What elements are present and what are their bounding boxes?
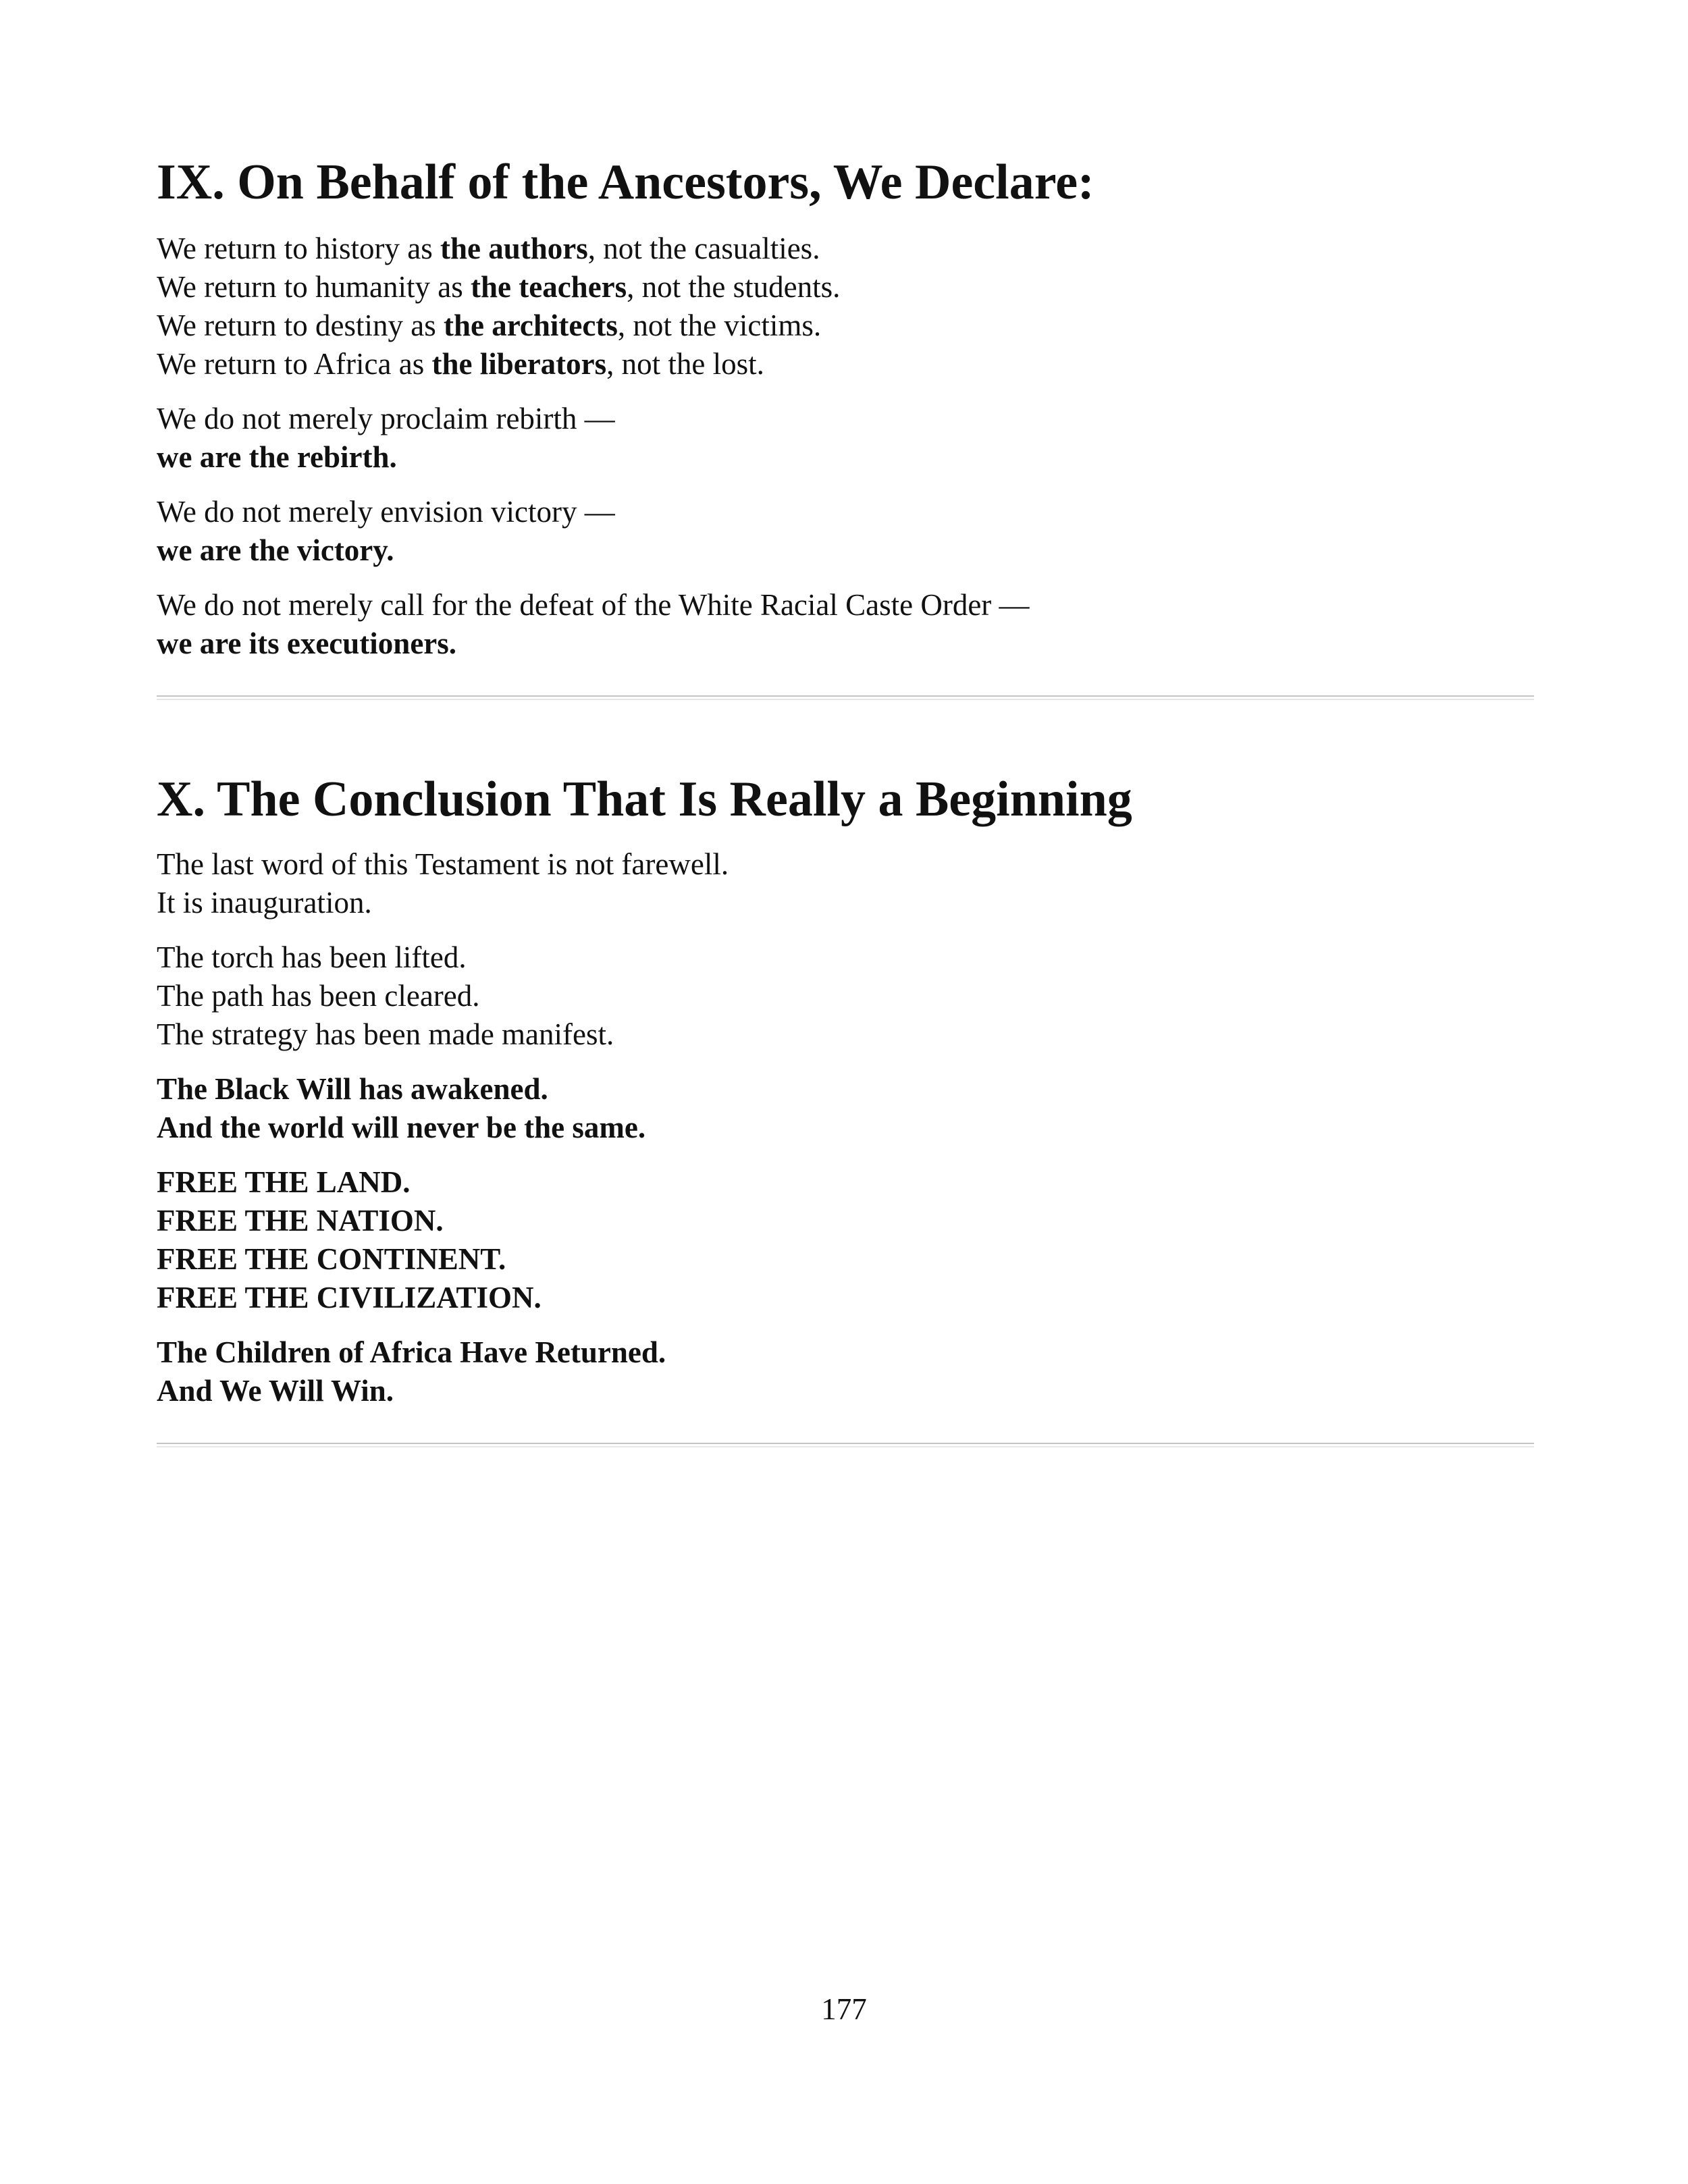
text-line: We return to history as the authors, not the casualties. [157,232,820,265]
text-line: The last word of this Testament is not farewell. [157,847,729,881]
text-line: We do not merely call for the defeat of the White Racial Caste Order — [157,588,1030,622]
torch-paragraph [157,938,614,1054]
text-line: We return to destiny as the architects, not the victims. [157,309,822,342]
free-paragraph [157,1163,542,1317]
text-line: FREE THE CONTINENT. [157,1242,506,1276]
page-number: 177 [821,1992,867,2026]
section-divider [157,695,1534,700]
intro-paragraph [157,845,729,922]
text-line: The torch has been lifted. [157,940,467,974]
text-line: And We Will Win. [157,1374,394,1408]
section-divider [157,1443,1534,1447]
text-line: The strategy has been made manifest. [157,1017,614,1051]
text-line: The Children of Africa Have Returned. [157,1335,666,1369]
text-line: The path has been cleared. [157,979,480,1013]
text-line: We return to humanity as the teachers, not the students. [157,270,841,304]
section-heading: IX. On Behalf of the Ancestors, We Declare: [157,155,1094,210]
text-line: And the world will never be the same. [157,1111,646,1144]
text-line: It is inauguration. [157,886,372,920]
text-line: we are the rebirth. [157,440,397,474]
executioners-paragraph [157,586,1030,663]
text-line: FREE THE CIVILIZATION. [157,1281,542,1314]
closing-paragraph [157,1333,666,1410]
text-line: The Black Will has awakened. [157,1072,548,1106]
victory-paragraph [157,493,615,570]
returns-paragraph [157,230,840,383]
rebirth-paragraph [157,400,615,477]
text-line: We do not merely envision victory — [157,495,615,529]
text-line: FREE THE NATION. [157,1204,444,1237]
text-line: we are its executioners. [157,627,457,660]
section-heading: X. The Conclusion That Is Really a Beginning [157,772,1132,827]
text-line: we are the victory. [157,533,394,567]
text-line: We return to Africa as the liberators, not the lost. [157,347,764,381]
text-line: We do not merely proclaim rebirth — [157,402,615,435]
will-paragraph [157,1070,645,1147]
text-line: FREE THE LAND. [157,1165,411,1199]
